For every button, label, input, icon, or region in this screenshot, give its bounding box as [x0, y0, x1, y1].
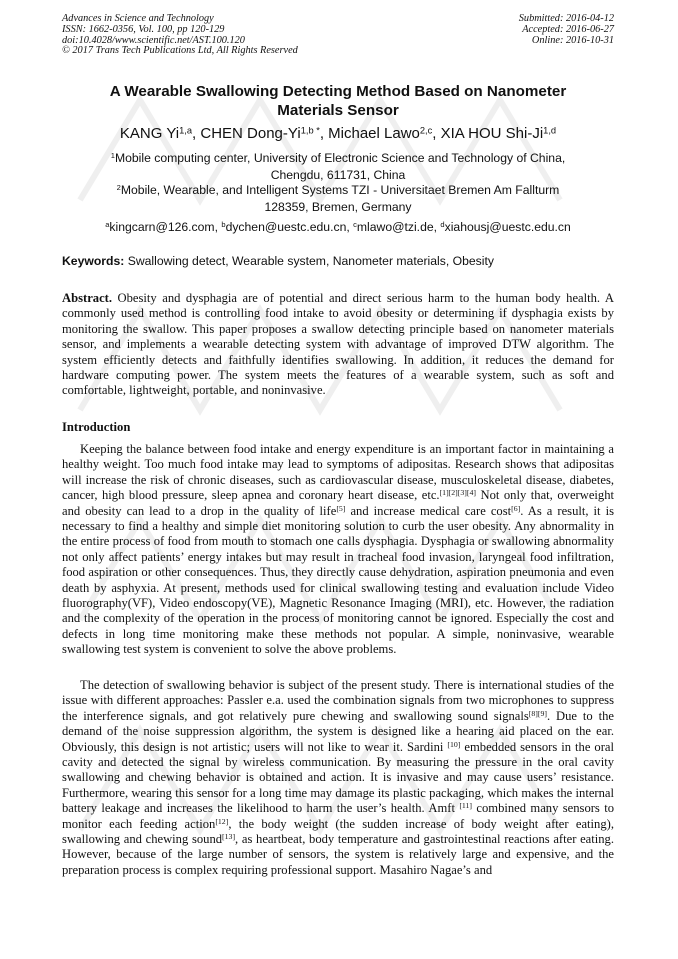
author-name: CHEN Dong-Yi: [200, 125, 301, 142]
citation: [12]: [215, 816, 229, 826]
intro-paragraph-1: Keeping the balance between food intake and energy expenditure is an important factor in maintaining a healthy weight. Too much food intake may lead to symptoms of adipositas. Research shows that adipositas will increase the risk of chronic diseases, such as cardiovascular disease, musculoskeletal disease, diabetes, cancer, high blood pressure, sleep apnea and coronary heart disease, etc.[1][2][3][4] Not only that, overweight and obesity can lead to a drop in the quality of life[5] and increase medical care cost[6]. As a result, it is necessary to find a healthy and simple diet monitoring solution to curb the user obesity. Any abnormality in the entire process of food from mouth to stomach one calls dysphagia. Dysphagia or swallowing abnormality not only affect patients’ energy intakes but may result in tracheal food invasion, laryngeal food infiltration, food aspiration or other consequences. Thus, they directly cause dehydration, aspiration pneumonia and even death by asphyxia. At present, methods used for clinical swallowing testing and evaluation include Video fluorography(VF), Video endoscopy(VE), Magnetic Resonance Imaging (MRI), etc. However, the radiation and the complexity of the operation in the process of monitoring cannot be ignored. Especially the cost and defects in long time monitoring make these methods not popular. A simple, noninvasive, wearable swallowing test system is convenient to solve the above problems.: [62, 442, 615, 657]
citation: [5]: [336, 503, 346, 513]
citation: [8][9]: [528, 708, 547, 718]
abstract-text: Obesity and dysphagia are of potential and direct serious harm to the human body health. A commonly used method is controlling food intake to avoid obesity or determining if dysphagia exists by monitoring the swallow. This paper proposes a swallow detecting principle based on nanometer materials sensor, and implements a wearable detecting system with advantage of improved DTW algorithm. The system efficiently detects and faithfully identifies swallowing. In addition, it reduces the demand for hardware computing power. The system meets the features of a wearable system, such as soft and comfortable, lightweight, portable, and noninvasive.: [62, 291, 614, 398]
journal-copyright: © 2017 Trans Tech Publications Ltd, All Rights Reserved: [62, 45, 298, 57]
affiliation-1: $^1$Mobile computing center, University of Electronic Science and Technology of China, Chengdu, 611731, China: [110, 151, 566, 182]
citation: [10]: [447, 739, 461, 749]
journal-header: [62, 14, 298, 57]
author-name: KANG Yi: [119, 125, 180, 142]
submitted-date: Submitted: 2016-04-12: [518, 13, 614, 24]
journal-name: Advances in Science and Technology: [62, 13, 214, 24]
citation: [11]: [459, 801, 473, 811]
affiliation-2: $^2$Mobile, Wearable, and Intelligent Systems TZI - Universitaet Bremen Am Fallturm 128359, Bremen, Germany: [116, 183, 560, 214]
section-heading: Introduction: [62, 420, 131, 434]
author-emails: $^a$kingcarn@126.com, $^b$dychen@uestc.edu.cn, $^c$mlawo@tzi.de, $^d$xiahousj@uestc.edu.cn: [105, 220, 571, 234]
paper-title: A Wearable Swallowing Detecting Method Based on Nanometer Materials Sensor: [109, 83, 567, 119]
intro-paragraph-2: The detection of swallowing behavior is subject of the present study. There is international studies of the issue with different approaches: Passler e.a. used the combination signals from two microphones to suppress the interference signals, and got relatively pure chewing and swallowing sound signals[8][9]. Due to the demand of the noise suppression algorithm, the system is designed like a hearing aid placed on the ear. Obviously, this design is not artistic; users will not like to wear it. Sardini [10] embedded sensors in the oral cavity and detected the signal by wireless communication. By measuring the pressure in the oral cavity swallowing and chewing behavior is obtained and action. It is invasive and may cause users’ resistance. Furthermore, wearing this sensor for a long time may damage its plastic packaging, which makes the internal battery leakage and increases the likelihood to harm the user’s health. Amft [11] combined many sensors to monitor each feeding action[12], the body weight (the sudden increase of body weight after eating), swallowing and chewing sound[13], as heartbeat, body temperature and gastrointestinal reactions after eating. However, because of the large number of sensors, the system is relatively large and expensive, and the preparation process is complex requiring professional support. Masahiro Nagae’s and: [62, 678, 615, 877]
accepted-date: Accepted: 2016-06-27: [522, 23, 614, 35]
citation: [6]: [511, 503, 521, 513]
keywords-label: Keywords:: [62, 254, 125, 268]
online-date: Online: 2016-10-31: [531, 34, 614, 46]
keywords-text: Swallowing detect, Wearable system, Nanometer materials, Obesity: [124, 254, 494, 268]
author-list: KANG Yi$^{1,a}$, CHEN Dong-$Yi^{1,b *}$, Michael Lawo$^{2,c}$, XIA HOU Shi-Ji$^{1,d}$: [119, 125, 557, 142]
submission-dates: [519, 14, 614, 46]
abstract-label: Abstract.: [62, 291, 113, 305]
citation: [1][2][3][4]: [439, 488, 476, 498]
journal-issn: ISSN: 1662-0356, Vol. 100, pp 120-129: [62, 23, 225, 35]
keywords: [62, 253, 614, 269]
author-name: XIA HOU Shi-Ji: [440, 125, 544, 142]
journal-doi: doi:10.4028/www.scientific.net/AST.100.120: [62, 34, 245, 46]
author-name: Michael Lawo: [328, 125, 420, 142]
citation: [13]: [222, 832, 236, 842]
abstract: [62, 291, 614, 399]
